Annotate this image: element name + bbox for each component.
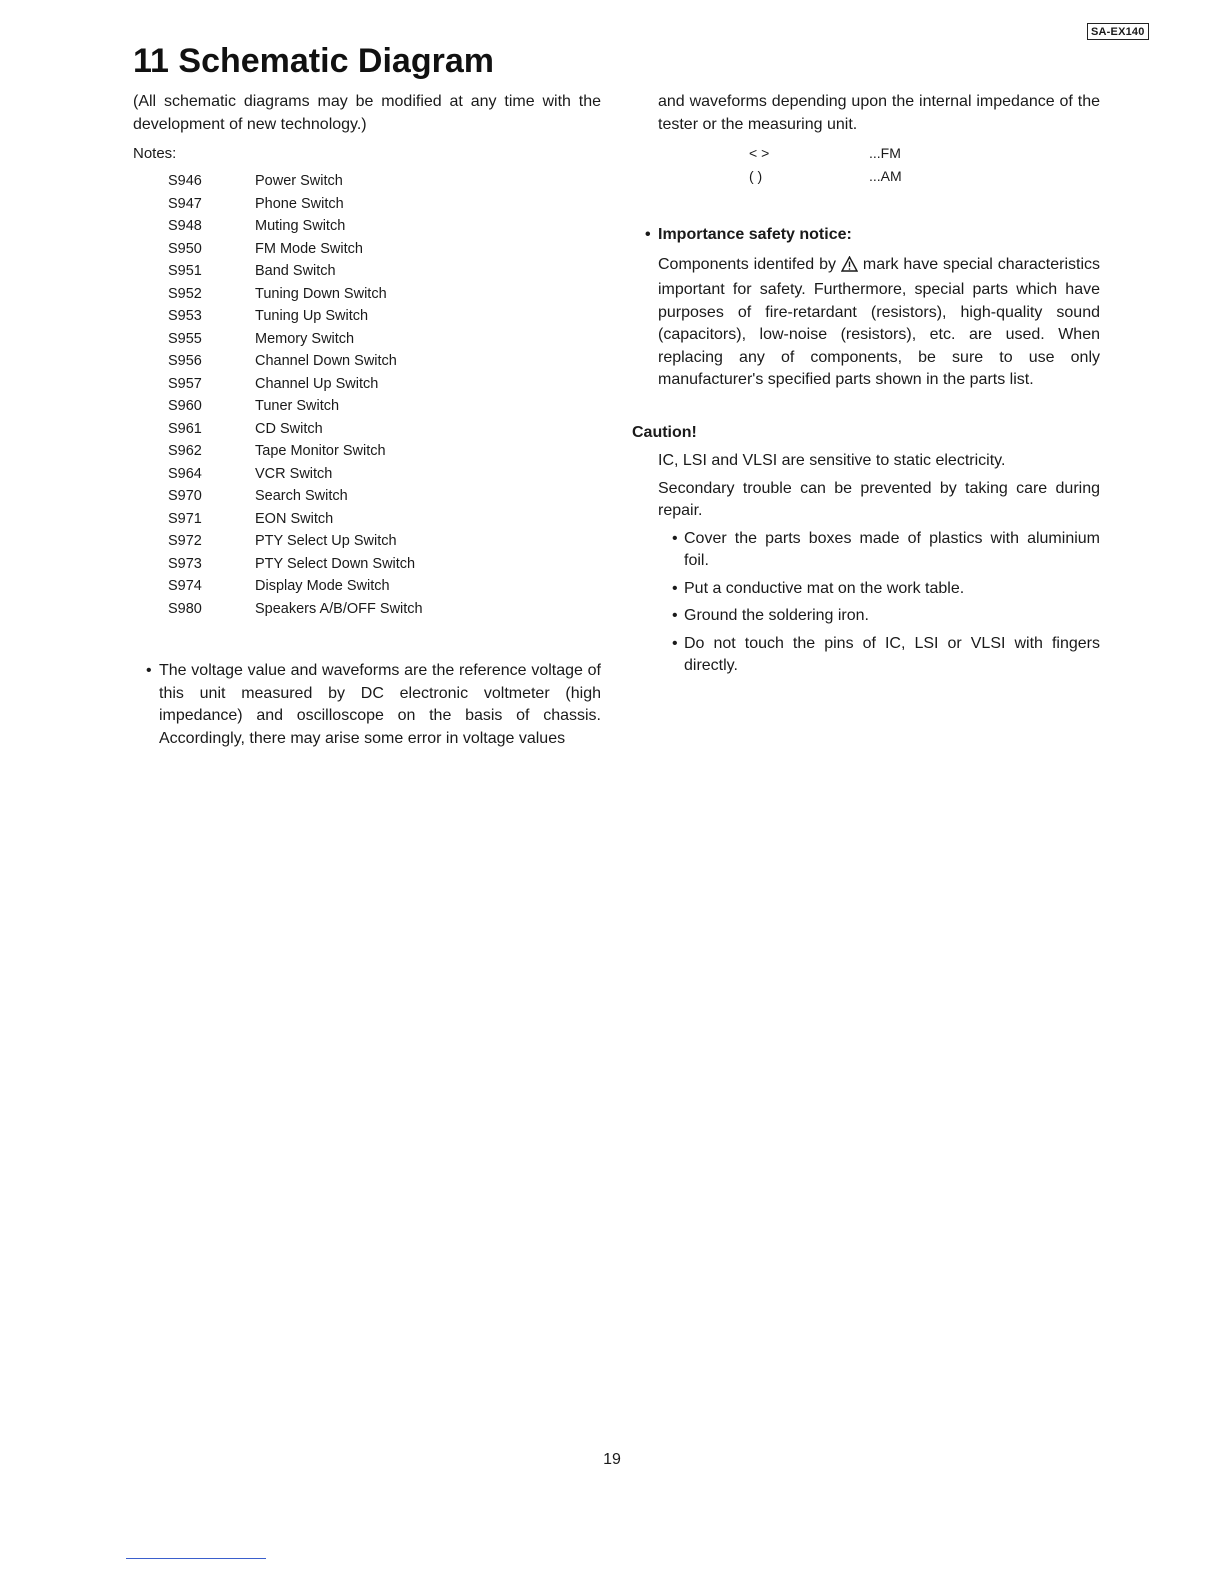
caution-line-1: IC, LSI and VLSI are sensitive to static electricity. — [658, 452, 1006, 469]
bullet-icon: • — [672, 607, 678, 624]
switch-code: S951 — [168, 263, 202, 279]
switch-row — [168, 395, 423, 418]
safety-text-before: Components identifed by — [658, 255, 836, 273]
switch-code: S955 — [168, 330, 202, 347]
legend-row — [749, 142, 902, 165]
intro-text: (All schematic diagrams may be modified at any time with the development of new technology.) — [133, 93, 601, 133]
switch-name: Tuning Up Switch — [255, 308, 369, 324]
notes-label: Notes: — [133, 145, 177, 162]
switch-row — [168, 508, 423, 531]
caution-line-2: Secondary trouble can be prevented by taking care during repair. — [658, 479, 1100, 519]
caution-bullet-list — [632, 528, 1100, 678]
switch-name: Tuner Switch — [255, 398, 340, 414]
safety-text-after: mark have special characteristics important for safety. Furthermore, special parts which have purposes of fire-retardant (resistors), high-quality sound (capacitors), low-noise (resistors), etc. are used. When replacing any of components, be sure to use only manufacturer's specified parts shown in the parts list. — [658, 255, 1101, 388]
switch-code: S960 — [168, 398, 202, 414]
switch-code: S962 — [168, 443, 202, 459]
switch-row — [168, 485, 423, 508]
switch-name: FM Mode Switch — [255, 240, 363, 257]
safety-heading — [645, 224, 1100, 247]
voltage-note — [146, 660, 601, 750]
switch-code: S946 — [168, 173, 202, 189]
switch-row — [168, 530, 423, 553]
switch-name: Tuning Down Switch — [255, 285, 387, 302]
switch-row — [168, 260, 423, 283]
switch-name: CD Switch — [255, 420, 323, 437]
switch-name: Tape Monitor Switch — [255, 443, 386, 459]
left-column — [133, 91, 601, 750]
switch-code: S974 — [168, 578, 202, 594]
switch-row — [168, 193, 423, 216]
switch-code: S970 — [168, 488, 202, 504]
switch-name: Memory Switch — [255, 330, 355, 347]
caution-bullet-text: Put a conductive mat on the work table. — [684, 579, 965, 597]
switch-row — [168, 328, 423, 351]
caution-bullet — [672, 528, 1100, 573]
switch-code: S952 — [168, 285, 202, 302]
legend-symbol: ( ) — [749, 167, 763, 184]
switch-name: Power Switch — [255, 173, 343, 189]
switch-name: Band Switch — [255, 263, 336, 279]
switch-code: S956 — [168, 353, 202, 369]
switch-row — [168, 440, 423, 463]
switch-row — [168, 418, 423, 441]
bullet-icon: • — [672, 579, 678, 597]
switch-name: VCR Switch — [255, 465, 333, 482]
switch-code: S950 — [168, 240, 202, 257]
caution-bullet-text: Do not touch the pins of IC, LSI or VLSI with fingers directly. — [684, 634, 1100, 674]
footer-rule — [126, 1558, 266, 1559]
bullet-icon: • — [672, 634, 678, 652]
switch-name: Display Mode Switch — [255, 578, 390, 594]
switch-row — [168, 373, 423, 396]
switch-code: S964 — [168, 465, 202, 482]
legend-meaning: ...FM — [869, 145, 901, 161]
switch-row — [168, 598, 423, 621]
bullet-icon: • — [146, 662, 152, 679]
caution-bullet-text: Ground the soldering iron. — [684, 607, 869, 624]
caution-bullet-text: Cover the parts boxes made of plastics with aluminium foil. — [684, 529, 1100, 569]
switch-row — [168, 350, 423, 373]
switch-row — [168, 463, 423, 486]
warning-triangle-icon — [841, 256, 858, 280]
safety-heading-text: Importance safety notice: — [658, 226, 852, 243]
legend-meaning: ...AM — [869, 167, 902, 184]
switch-table — [168, 170, 423, 620]
switch-code: S980 — [168, 600, 202, 617]
model-tag: SA-EX140 — [1087, 23, 1149, 40]
switch-code: S947 — [168, 195, 202, 212]
switch-row — [168, 305, 423, 328]
bullet-icon: • — [672, 529, 678, 547]
switch-row — [168, 575, 423, 598]
page-number: 19 — [603, 1451, 621, 1468]
band-legend — [749, 142, 902, 187]
switch-code: S961 — [168, 420, 202, 437]
caution-bullet — [672, 578, 1100, 601]
switch-name: Search Switch — [255, 488, 348, 504]
switch-row — [168, 238, 423, 261]
switch-row — [168, 170, 423, 193]
switch-name: PTY Select Down Switch — [255, 555, 416, 572]
switch-name: Phone Switch — [255, 195, 344, 212]
safety-body — [658, 254, 1100, 392]
switch-code: S948 — [168, 218, 202, 234]
switch-name: PTY Select Up Switch — [255, 533, 397, 549]
caution-bullet — [672, 605, 1100, 628]
switch-name: EON Switch — [255, 510, 334, 527]
switch-code: S957 — [168, 375, 202, 392]
voltage-note-text: The voltage value and waveforms are the reference voltage of this unit measured by DC electronic voltmeter (high impedance) and oscilloscope on the basis of chassis. Accordingly, there may arise some error in voltage values — [159, 662, 601, 747]
switch-name: Speakers A/B/OFF Switch — [255, 600, 423, 617]
bullet-icon: • — [645, 226, 651, 243]
right-column — [632, 91, 1100, 678]
caution-bullet — [672, 633, 1100, 678]
switch-code: S973 — [168, 555, 202, 572]
page-title: 11 Schematic Diagram — [133, 42, 494, 80]
switch-code: S953 — [168, 308, 202, 324]
switch-name: Muting Switch — [255, 218, 346, 234]
voltage-note-continuation: and waveforms depending upon the internal impedance of the tester or the measuring unit. — [658, 93, 1100, 133]
switch-row — [168, 553, 423, 576]
legend-symbol: < > — [749, 145, 770, 161]
switch-row — [168, 215, 423, 238]
switch-code: S972 — [168, 533, 202, 549]
switch-code: S971 — [168, 510, 202, 527]
switch-name: Channel Up Switch — [255, 375, 379, 392]
legend-row — [749, 165, 902, 188]
caution-heading: Caution! — [632, 423, 697, 441]
switch-name: Channel Down Switch — [255, 353, 397, 369]
switch-row — [168, 283, 423, 306]
